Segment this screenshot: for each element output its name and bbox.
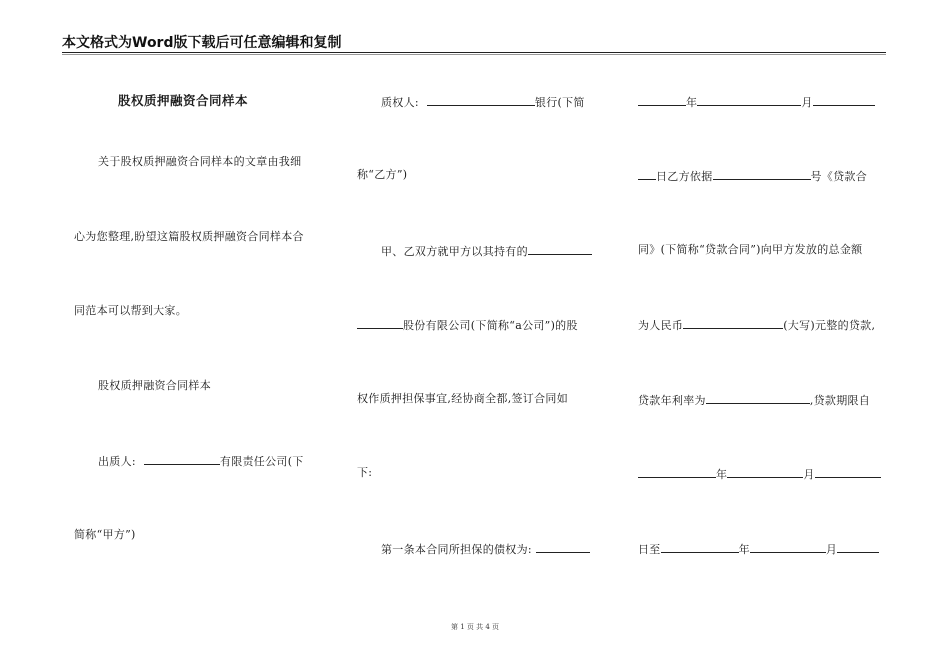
pledgee-line <box>357 94 607 110</box>
end-year-label: 年 <box>738 543 750 556</box>
article-1-blank <box>536 541 590 553</box>
header-divider <box>62 52 886 53</box>
end-year-blank <box>661 541 739 553</box>
date-line-1 <box>638 94 888 110</box>
document-title: 股权质押融资合同样本 <box>118 93 249 108</box>
day-basis-text: 日乙方依据 <box>656 170 713 183</box>
pledgor-line-2: 简称“甲方”) <box>74 528 136 541</box>
interest-line <box>638 392 888 408</box>
contract-number-blank <box>713 168 811 180</box>
end-month-blank <box>750 541 826 553</box>
intro-line-1: 关于股权质押融资合同样本的文章由我细 <box>98 155 302 168</box>
header-divider-thin <box>62 54 886 55</box>
intro-line-3: 同范本可以帮到大家。 <box>74 304 187 317</box>
year-blank <box>638 94 686 106</box>
pledgor-label: 出质人: <box>98 455 136 468</box>
pledgee-label: 质权人: <box>381 96 419 109</box>
term-start-line <box>638 466 888 482</box>
pledgee-line-2: 称“乙方”) <box>357 168 408 181</box>
article-1-text: 第一条本合同所担保的债权为: <box>381 543 532 556</box>
pledgee-suffix: 银行(下简 <box>534 96 585 109</box>
pledgor-suffix: 有限责任公司(下 <box>219 455 304 468</box>
section1-line-3: 权作质押担保事宜,经协商全都,签订合同如 <box>357 392 568 405</box>
term-year-label: 年 <box>716 468 728 481</box>
end-day-blank <box>837 541 879 553</box>
contract-number-suffix: 号《贷款合 <box>810 170 867 183</box>
document-header-banner: 本文格式为Word版下载后可任意编辑和复制 <box>62 35 342 51</box>
amount-suffix: (大写)元整的贷款, <box>783 319 876 332</box>
day-blank <box>813 94 875 106</box>
article-1-line <box>357 541 607 557</box>
pledgee-name-blank <box>427 94 535 106</box>
interest-prefix: 贷款年利率为 <box>638 394 706 407</box>
section1-line-4: 下: <box>357 466 373 479</box>
pledgor-line <box>74 453 324 469</box>
term-year-blank <box>638 466 716 478</box>
month-label: 月 <box>801 96 813 109</box>
amount-prefix: 为人民币 <box>638 319 684 332</box>
term-day-blank <box>815 466 881 478</box>
intro-line-2: 心为您整理,盼望这篇股权质押融资合同样本合 <box>74 230 304 243</box>
month-blank <box>697 94 801 106</box>
interest-suffix: ,贷款期限自 <box>809 394 871 407</box>
end-month-label: 月 <box>825 543 838 556</box>
day-blank-2 <box>638 168 656 180</box>
section1-prefix: 甲、乙双方就甲方以其持有的 <box>381 245 528 258</box>
term-end-line <box>638 541 888 557</box>
section1-line-2 <box>357 317 607 333</box>
interest-blank <box>706 392 810 404</box>
shares-blank <box>528 243 592 255</box>
term-month-label: 月 <box>803 468 815 481</box>
subtitle-line: 股权质押融资合同样本 <box>98 379 211 392</box>
section1-l2-text: 股份有限公司(下简称“a公司”)的股 <box>403 319 578 332</box>
year-label: 年 <box>686 96 698 109</box>
loan-contract-line-2: 同》(下简称“贷款合同”)向甲方发放的总金额 <box>638 243 863 256</box>
loan-contract-line <box>638 168 888 184</box>
page-footer: 第 1 页 共 4 页 <box>450 623 500 631</box>
term-month-blank <box>727 466 803 478</box>
amount-blank <box>683 317 783 329</box>
term-end-prefix: 日至 <box>638 543 661 556</box>
company-blank <box>357 317 403 329</box>
pledgor-name-blank <box>144 453 220 465</box>
amount-line <box>638 317 888 333</box>
section1-line-1 <box>357 243 607 259</box>
